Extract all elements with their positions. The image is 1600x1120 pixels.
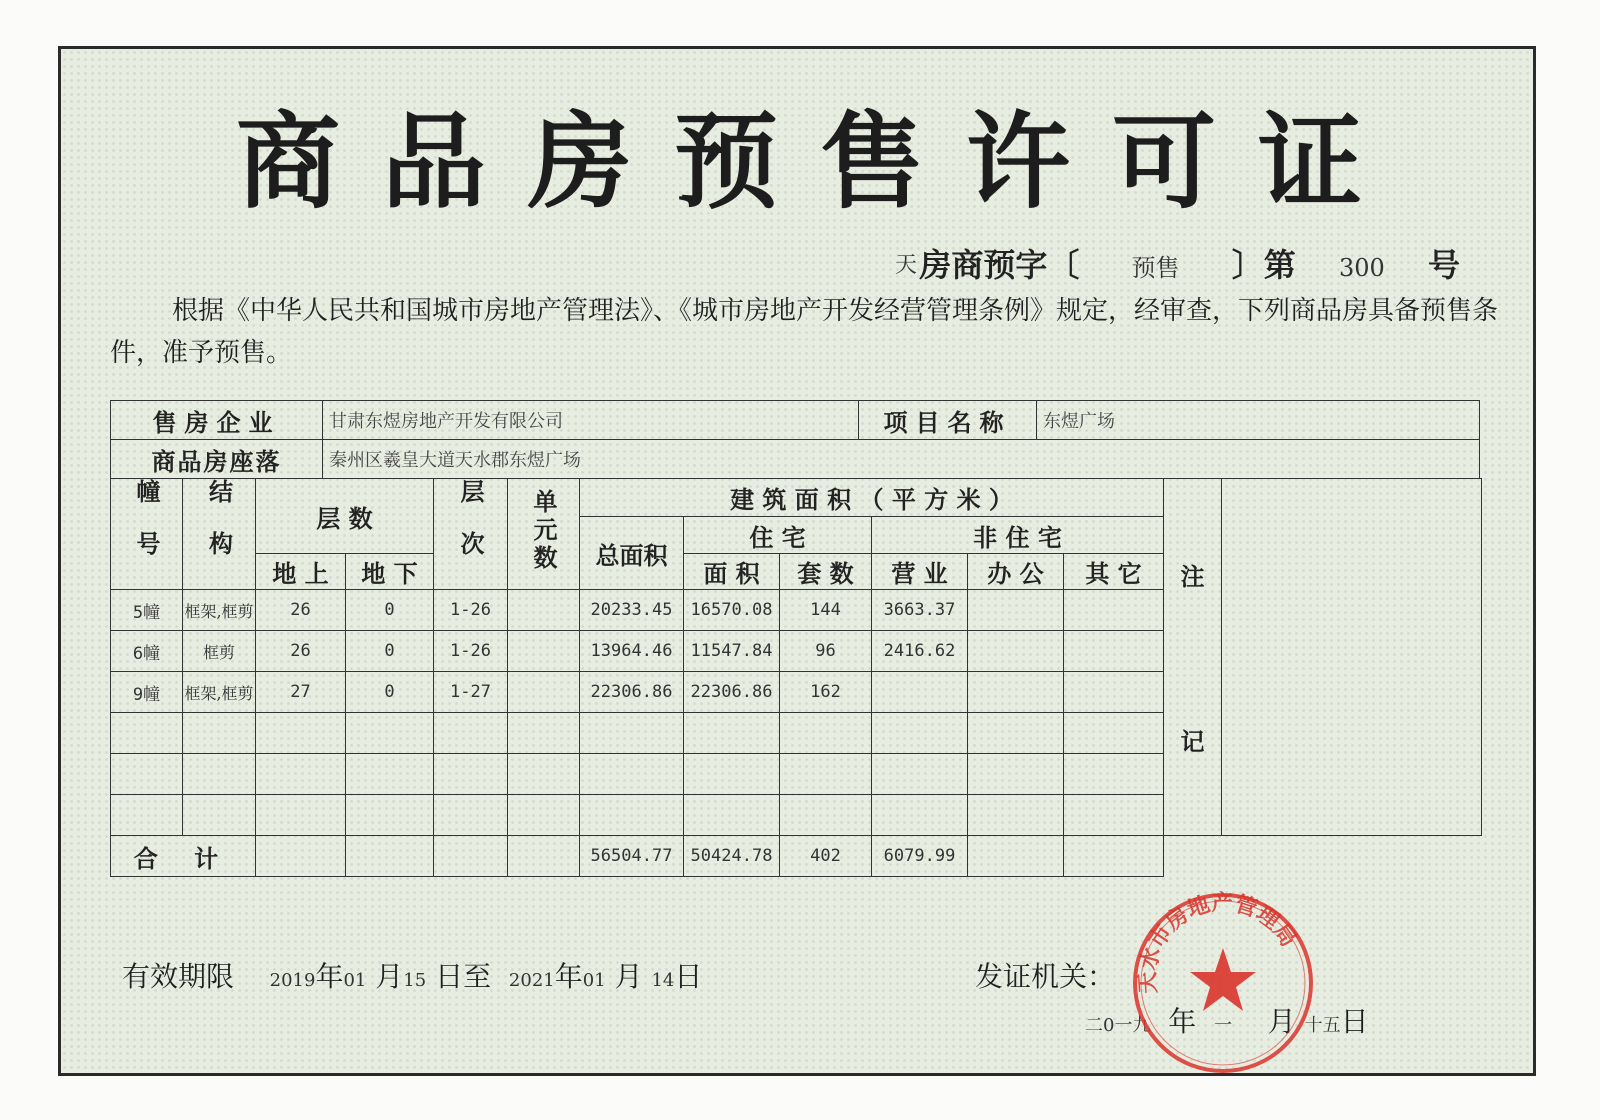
cell-building-no: 6幢 — [111, 631, 183, 672]
issue-month: 一 — [1214, 1015, 1233, 1036]
cell-res-sets: 144 — [780, 590, 872, 631]
cell-above: 26 — [256, 590, 346, 631]
month-char: 月 — [614, 960, 643, 993]
header-building-no: 幢号 — [111, 479, 183, 590]
cell-res-sets: 162 — [780, 672, 872, 713]
total-res-sets: 402 — [780, 836, 872, 877]
header-above: 地 上 — [256, 554, 346, 590]
project-label: 项目名称 — [859, 401, 1037, 440]
day-char: 日 — [674, 960, 703, 993]
permit-category: 预售 — [1131, 254, 1180, 282]
header-area-group: 建 筑 面 积 （ 平 方 米 ） — [580, 479, 1164, 517]
cell-commercial — [872, 672, 968, 713]
day-to-char: 日至 — [435, 960, 492, 993]
project-value: 东煜广场 — [1037, 401, 1480, 440]
start-month: 01 — [343, 970, 367, 991]
cell-range: 1-26 — [434, 631, 508, 672]
issue-day: 十五 — [1304, 1015, 1341, 1036]
cell-building-no: 9幢 — [111, 672, 183, 713]
header-non-residential: 非 住 宅 — [872, 517, 1164, 554]
issue-year: 二0一九 — [1085, 1015, 1151, 1036]
cell-total: 20233.45 — [580, 590, 684, 631]
header-residential: 住 宅 — [684, 517, 872, 554]
permit-suffix: 号 — [1427, 246, 1460, 284]
total-row — [111, 836, 1482, 877]
cell-office — [968, 590, 1064, 631]
end-year: 2021 — [508, 970, 555, 991]
area-table — [110, 478, 1482, 877]
header-floors: 层 数 — [256, 479, 434, 554]
issuer-label: 发证机关： — [975, 960, 1116, 993]
header-res-area: 面 积 — [684, 554, 780, 590]
cell-below: 0 — [346, 590, 434, 631]
header-units: 单元数 — [508, 479, 580, 590]
validity-line — [122, 955, 702, 995]
certificate-title: 商品房预售许可证 — [235, 100, 1404, 223]
total-res-area: 50424.78 — [684, 836, 780, 877]
notes-cell — [1222, 479, 1482, 836]
start-year: 2019 — [269, 970, 316, 991]
cell-structure: 框架,框剪 — [183, 672, 256, 713]
month-char: 月 — [1267, 1005, 1296, 1038]
header-floor-range: 层次 — [434, 479, 508, 590]
cell-other — [1064, 631, 1164, 672]
header-commercial: 营 业 — [872, 554, 968, 590]
cell-res-area: 22306.86 — [684, 672, 780, 713]
year-char: 年 — [315, 960, 344, 993]
cell-below: 0 — [346, 672, 434, 713]
cell-range: 1-27 — [434, 672, 508, 713]
header-res-sets: 套 数 — [780, 554, 872, 590]
cell-res-sets: 96 — [780, 631, 872, 672]
cell-office — [968, 631, 1064, 672]
info-table — [110, 400, 1480, 479]
cell-other — [1064, 672, 1164, 713]
location-label: 商品房座落 — [111, 440, 323, 479]
month-char: 月 — [375, 960, 404, 993]
header-other: 其 它 — [1064, 554, 1164, 590]
cell-total: 13964.46 — [580, 631, 684, 672]
permit-number-line — [919, 240, 1460, 286]
permit-prefix: 天 — [895, 253, 918, 278]
end-day: 14 — [651, 970, 675, 991]
header-total-area: 总面积 — [580, 517, 684, 590]
intro-paragraph: 根据《中华人民共和国城市房地产管理法》、《城市房地产开发经营管理条例》规定，经审查，下列商品房具备预售条件，准予预售。 — [110, 296, 1499, 368]
cell-res-area: 16570.08 — [684, 590, 780, 631]
permit-type: 房商预字〔 — [919, 246, 1080, 284]
official-seal — [1128, 888, 1318, 1078]
end-month: 01 — [582, 970, 606, 991]
cell-units — [508, 672, 580, 713]
cell-total: 22306.86 — [580, 672, 684, 713]
validity-label: 有效期限 — [122, 960, 235, 993]
notes-char-1: 注 — [1180, 562, 1205, 591]
cell-range: 1-26 — [434, 590, 508, 631]
header-office: 办 公 — [968, 554, 1064, 590]
cell-structure: 框架,框剪 — [183, 590, 256, 631]
cell-below: 0 — [346, 631, 434, 672]
cell-commercial: 3663.37 — [872, 590, 968, 631]
header-structure: 结构 — [183, 479, 256, 590]
year-char: 年 — [554, 960, 583, 993]
seal-text: 天水市房地产管理局 — [1135, 890, 1301, 995]
total-label: 合 计 — [111, 836, 256, 877]
cell-above: 27 — [256, 672, 346, 713]
permit-close: 〕第 — [1231, 246, 1296, 284]
total-area: 56504.77 — [580, 836, 684, 877]
header-below: 地 下 — [346, 554, 434, 590]
year-char: 年 — [1168, 1005, 1197, 1038]
company-label: 售房企业 — [111, 401, 323, 440]
notes-char-2: 记 — [1180, 727, 1205, 756]
cell-units — [508, 631, 580, 672]
cell-structure: 框剪 — [183, 631, 256, 672]
seal-star-icon — [1190, 948, 1256, 1011]
cell-units — [508, 590, 580, 631]
location-value: 秦州区羲皇大道天水郡东煜广场 — [323, 440, 1480, 479]
start-day: 15 — [403, 970, 427, 991]
day-char: 日 — [1340, 1005, 1369, 1038]
cell-office — [968, 672, 1064, 713]
permit-number: 300 — [1338, 254, 1385, 282]
cell-commercial: 2416.62 — [872, 631, 968, 672]
total-commercial: 6079.99 — [872, 836, 968, 877]
cell-other — [1064, 590, 1164, 631]
cell-above: 26 — [256, 631, 346, 672]
header-notes — [1164, 479, 1222, 836]
company-value: 甘肃东煜房地产开发有限公司 — [323, 401, 859, 440]
cell-res-area: 11547.84 — [684, 631, 780, 672]
cell-building-no: 5幢 — [111, 590, 183, 631]
